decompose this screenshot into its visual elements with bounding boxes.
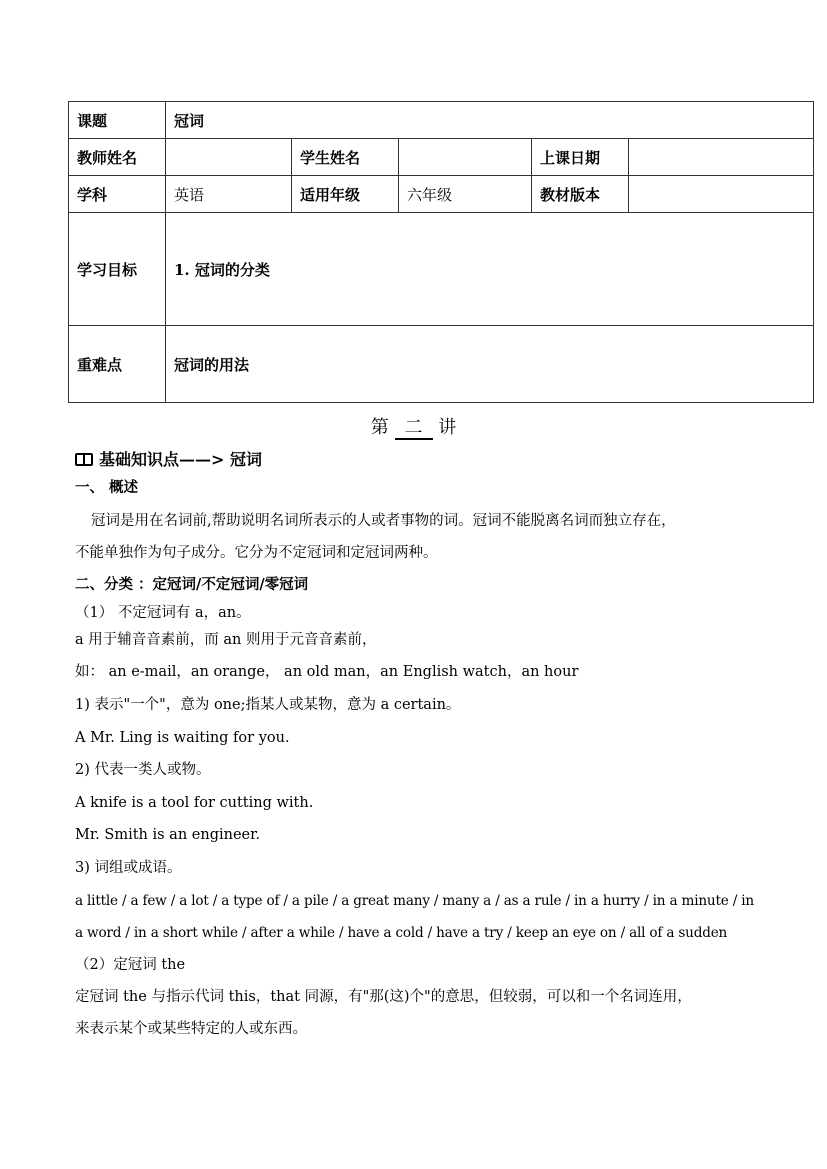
key-label: 重难点 <box>69 326 166 403</box>
subheading-overview: 一、 概述 <box>75 479 139 496</box>
subheading-classification: 二、分类 ：定冠词/不定冠词/零冠词 <box>75 576 309 593</box>
paragraph-line: A knife is a tool for cutting with. <box>75 795 314 811</box>
lecture-title <box>0 413 827 439</box>
table-row <box>69 102 814 139</box>
lecture-prefix: 第 <box>370 417 389 438</box>
paragraph-line: a word / in a short while / after a while / have a cold / have a try / keep an eye on / all of a sudden <box>75 925 728 941</box>
date-value <box>629 139 814 176</box>
paragraph-line: 来表示某个或某些特定的人或东西。 <box>75 1021 307 1037</box>
paragraph-line: 如： an e-mail，an orange， an old man，an English watch，an hour <box>75 664 579 680</box>
subject-value: 英语 <box>166 176 292 213</box>
section-heading-text: 基础知识点——> 冠词 <box>99 450 262 469</box>
key-value: 冠词的用法 <box>166 326 814 403</box>
book-icon <box>75 453 93 466</box>
paragraph-line: a little / a few / a lot / a type of / a pile / a great many / many a / as a rule / in a hurry / in a minute / in <box>75 893 754 909</box>
paragraph-line: 冠词是用在名词前,帮助说明名词所表示的人或者事物的词。冠词不能脱离名词而独立存在， <box>91 513 676 529</box>
paragraph-line: Mr. Smith is an engineer. <box>75 827 261 843</box>
topic-label: 课题 <box>69 102 166 139</box>
paragraph-line: 1) 表示"一个"，意为 one;指某人或某物，意为 a certain。 <box>75 697 461 713</box>
paragraph-line: 2) 代表一类人或物。 <box>75 762 211 778</box>
edition-value <box>629 176 814 213</box>
paragraph-line: A Mr. Ling is waiting for you. <box>75 730 290 746</box>
teacher-label: 教师姓名 <box>69 139 166 176</box>
goal-value: 1. 冠词的分类 <box>166 213 814 326</box>
table-row <box>69 326 814 403</box>
paragraph-line: （1） 不定冠词有 a，an。 <box>75 605 251 621</box>
topic-value: 冠词 <box>166 102 814 139</box>
edition-label: 教材版本 <box>532 176 629 213</box>
paragraph-line: （2）定冠词 the <box>75 957 186 973</box>
goal-label: 学习目标 <box>69 213 166 326</box>
table-row <box>69 213 814 326</box>
lecture-suffix: 讲 <box>438 417 457 438</box>
grade-value: 六年级 <box>399 176 532 213</box>
student-label: 学生姓名 <box>292 139 399 176</box>
section-heading <box>75 450 262 470</box>
grade-label: 适用年级 <box>292 176 399 213</box>
subject-label: 学科 <box>69 176 166 213</box>
teacher-value <box>166 139 292 176</box>
lesson-info-table <box>68 101 814 403</box>
paragraph-line: 3) 词组或成语。 <box>75 860 182 876</box>
table-row <box>69 176 814 213</box>
table-row <box>69 139 814 176</box>
paragraph-line: 不能单独作为句子成分。它分为不定冠词和定冠词两种。 <box>75 545 438 561</box>
student-value <box>399 139 532 176</box>
paragraph-line: a 用于辅音音素前，而 an 则用于元音音素前， <box>75 632 377 648</box>
date-label: 上课日期 <box>532 139 629 176</box>
lecture-number: 二 <box>395 417 433 440</box>
paragraph-line: 定冠词 the 与指示代词 this，that 同源，有"那(这)个"的意思，但较弱，可以和一个名词连用， <box>75 989 692 1005</box>
